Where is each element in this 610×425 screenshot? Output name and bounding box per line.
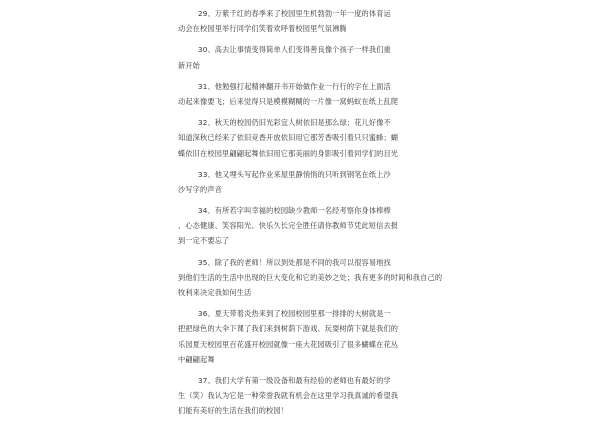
text-line: 35、除了我的老师！所以到处都是不同的我可以很容易地找 — [198, 257, 391, 267]
paragraph — [178, 167, 610, 197]
text-line: 乐园夏天校园里百花盛开校园就像一座大花园吸引了很多蝴蝶在花丛 — [178, 339, 399, 349]
paragraph — [178, 42, 610, 72]
text-line: 到他们生活的生活中出现的巨大变化和它的美妙之处；我有更多的时间和我自己的 — [178, 272, 443, 282]
text-line: 、心态健康、笑容阳光、快乐久长完全胜任请你教师节凭此短信去报 — [178, 221, 399, 231]
text-line: 把把绿色的大伞下课了我们来到树荫下游戏、玩耍树荫下就是我们的 — [178, 324, 399, 334]
text-line: 33、他又埋头写起作业来屋里静悄悄的只听到钢笔在纸上沙 — [198, 169, 391, 179]
text-line: 中翩翩起舞 — [178, 354, 215, 364]
text-line: 动会在校园里举行同学们笑着欢呼着校园里气氛沸腾 — [178, 24, 347, 34]
text-line: 动起来像要飞；后来觉得只是模模糊糊的一片像一窝蚂蚁在纸上乱爬 — [178, 96, 399, 106]
paragraph — [178, 373, 610, 419]
text-line: 32、秋天的校园仍旧光彩宜人树依旧是那么绿；花儿好像不 — [198, 118, 391, 128]
text-line: 新开始 — [178, 60, 201, 70]
paragraph — [178, 79, 610, 109]
text-line: 30、高去让事情变得简单人们变得善良像个孩子一样我们重 — [198, 45, 391, 55]
paragraph — [178, 6, 610, 36]
text-line: 们能有美好的生活在我们的校园！ — [178, 406, 289, 416]
text-line: 34、有所若字叫幸福的校园缺少教师一名经考察你身体棒棒 — [198, 206, 391, 216]
text-line: 沙写字的声音 — [178, 184, 223, 194]
text-line: 牧利来决定我如何生活 — [178, 288, 252, 297]
text-line: 生（笑）我认为它是一种荣誉我就有机会在这里学习我真诚的希望我 — [178, 391, 399, 401]
text-line: 蝶依旧在校园里翩翩起舞依旧用它那美丽的身影吸引着同学们的目光 — [178, 148, 399, 158]
document-body — [178, 6, 610, 425]
text-line: 36、夏天带着炎热来到了校园校园里那一排排的大树就是一 — [198, 309, 391, 319]
paragraph — [178, 255, 610, 301]
text-line: 37、我们大学有第一级设备和最有经验的老师也有最好的学 — [198, 375, 391, 385]
paragraph — [178, 306, 610, 367]
paragraph — [178, 203, 610, 249]
text-line: 到一定不要忘了 — [178, 236, 230, 246]
paragraph — [178, 115, 610, 161]
text-line: 29、万紫千红的春季来了校园里生机勃勃一年一度的体育运 — [198, 9, 391, 18]
text-line: 知道深秋已经来了依旧竞香开放依旧用它那芳香吸引着只只蜜蜂；蝴 — [178, 133, 399, 143]
text-line: 31、他勉强打起精神翻开书开始做作业一行行的字在上面活 — [198, 81, 391, 91]
